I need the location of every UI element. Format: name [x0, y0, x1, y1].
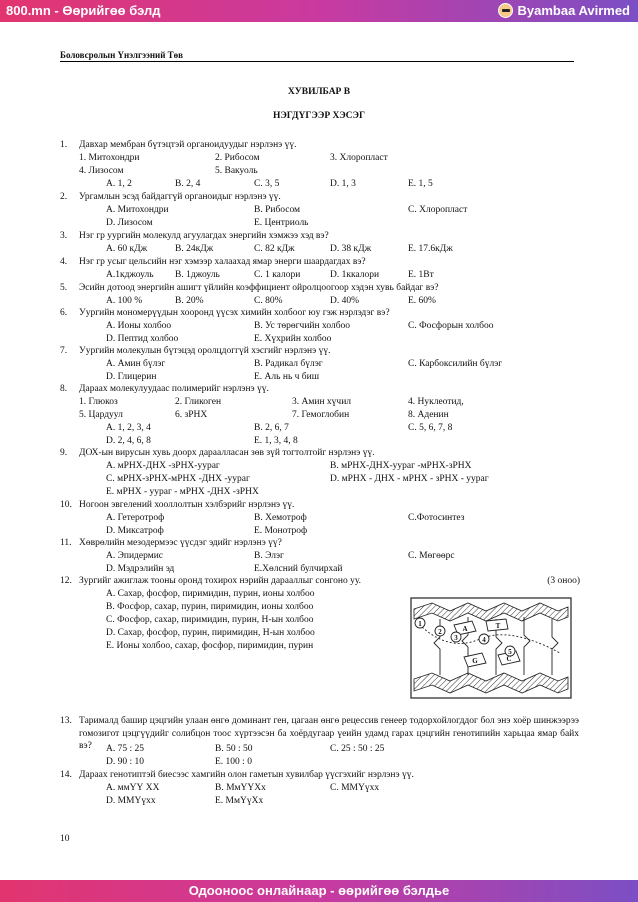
question-text: Уургийн молекулын бүтэцэд оролцдоггүй хэсгийг нэрлэнэ үү.	[79, 346, 331, 356]
question-number: 7.	[60, 346, 68, 356]
bottom-banner[interactable]: Одооноос онлайнаар - өөрийгөө бэлдье	[0, 880, 638, 902]
base-label-c: C	[506, 655, 512, 663]
answer-option[interactable]: C. Карбоксилийн бүлэг	[408, 359, 503, 369]
question-number: 13.	[60, 716, 72, 726]
number-label-2: 2	[438, 628, 442, 636]
answer-option[interactable]: C. 82 кДж	[254, 244, 295, 254]
number-label-1: 1	[418, 620, 422, 628]
answer-option[interactable]: E. 1, 5	[408, 179, 433, 189]
avatar-icon	[498, 3, 513, 18]
question-text: Дараах молекулуудаас полимерийг нэрлэнэ үү.	[79, 384, 269, 394]
list-item: 3. Амин хүчил	[292, 397, 352, 407]
answer-option[interactable]: E. Центриоль	[254, 218, 309, 228]
number-label-4: 4	[482, 636, 486, 644]
answer-option[interactable]: C. 80%	[254, 296, 283, 306]
answer-option[interactable]: B. 2, 4	[175, 179, 201, 189]
answer-option[interactable]: B. 2, 6, 7	[254, 423, 289, 433]
answer-option[interactable]: E. МмҮүХх	[215, 796, 264, 806]
base-label-g: G	[472, 657, 478, 665]
answer-option[interactable]: B. 1джоуль	[175, 270, 220, 280]
answer-option[interactable]: B. мРНХ-ДНХ-уураг -мРНХ-зРНХ	[330, 461, 472, 471]
answer-option[interactable]: C. ММҮүхх	[330, 783, 380, 793]
answer-option[interactable]: C. Мөгөөрс	[408, 551, 455, 561]
answer-option[interactable]: A.1кджоуль	[106, 270, 154, 280]
question-text: Ногоон эвгелений хооллолтын хэлбэрийг нэрлэнэ үү.	[79, 500, 295, 510]
answer-option[interactable]: B. Элэг	[254, 551, 284, 561]
question-number: 4.	[60, 257, 68, 267]
answer-option[interactable]: A. 75 : 25	[106, 744, 144, 754]
answer-option[interactable]: B. 20%	[175, 296, 204, 306]
answer-option[interactable]: B. 50 : 50	[215, 744, 253, 754]
list-item: 1. Глюкоз	[79, 397, 118, 407]
answer-option[interactable]: A. Ионы холбоо	[106, 321, 172, 331]
question-number: 3.	[60, 231, 68, 241]
answer-option[interactable]: C. 3, 5	[254, 179, 280, 189]
answer-option[interactable]: D. 40%	[330, 296, 360, 306]
answer-option[interactable]: D. 2, 4, 6, 8	[106, 436, 151, 446]
site-title[interactable]: 800.mn - Өөрийгөө бэлд	[6, 3, 161, 18]
answer-option[interactable]: E. Ионы холбоо, сахар, фосфор, пиримидин, пурин	[106, 641, 314, 651]
answer-option[interactable]: A. мРНХ-ДНХ -зРНХ-уураг	[106, 461, 220, 471]
answer-option[interactable]: C.Фотосинтез	[408, 513, 465, 523]
answer-option[interactable]: B. Ус төрөгчийн холбоо	[254, 321, 351, 331]
answer-option[interactable]: C. Хлоропласт	[408, 205, 468, 215]
answer-option[interactable]: C. Фосфор, сахар, пиримидин, пурин, Н-ын холбоо	[106, 615, 314, 625]
question-number: 9.	[60, 448, 68, 458]
list-item: 5. Цардуул	[79, 410, 123, 420]
base-label-a: A	[462, 625, 468, 633]
part-title: НЭГДҮГЭЭР ХЭСЭГ	[272, 111, 366, 121]
number-label-5: 5	[508, 648, 512, 656]
answer-option[interactable]: A. 1, 2	[106, 179, 132, 189]
question-text: ДОХ-ын вирусын хувь доорх дараалласан зөв зүй тогтолтойг нэрлэнэ үү.	[79, 448, 375, 458]
answer-option[interactable]: D. мРНХ - ДНХ - мРНХ - зРНХ - уураг	[330, 474, 489, 484]
question-number: 12.	[60, 576, 72, 586]
question-text: Зургийг ажиглаж тооны оронд тохирох нэрийн дарааллыг сонгоно уу.	[79, 576, 362, 586]
answer-option[interactable]: D. 1ккалори	[330, 270, 380, 280]
answer-option[interactable]: A. ммҮҮ ХХ	[106, 783, 160, 793]
answer-option[interactable]: D. Сахар, фосфор, пурин, пиримидин, Н-ын холбоо	[106, 628, 315, 638]
variant-title: ХУВИЛБАР B	[287, 87, 351, 97]
answer-option[interactable]: E. 1Вт	[408, 270, 434, 280]
question-text: Эсийн дотоод энергийн ашигт үйлийн коэффициент ойролцоогоор хэдэн хувь байдаг вэ?	[79, 283, 439, 293]
question-text: Хөврөлийн мезодермээс үүсдэг эдийг нэрлэнэ үү?	[79, 538, 282, 548]
page-number: 10	[60, 834, 70, 844]
answer-option[interactable]: D. 1, 3	[330, 179, 356, 189]
question-text: Уургийн мономерүүдын хооронд үүсэх химийн холбоог юу гэж нэрлэдэг вэ?	[79, 308, 390, 318]
answer-option[interactable]: E. Монотроф	[254, 526, 308, 536]
dna-diagram	[410, 597, 572, 699]
header-divider	[60, 61, 574, 62]
answer-option[interactable]: D. ММҮүхх	[106, 796, 156, 806]
list-item: 5. Вакуоль	[215, 166, 258, 176]
list-item: 2. Рибосом	[215, 153, 260, 163]
answer-option[interactable]: D. Миксатроф	[106, 526, 164, 536]
answer-option[interactable]: C. мРНХ-зРНХ-мРНХ -ДНХ -уураг	[106, 474, 250, 484]
number-label-3: 3	[454, 634, 458, 642]
answer-option[interactable]: B. Фосфор, сахар, пурин, пиримидин, ионы холбоо	[106, 602, 314, 612]
answer-option[interactable]: E.Хөлсний булчирхай	[254, 564, 343, 574]
answer-option[interactable]: D. 90 : 10	[106, 757, 144, 767]
question-number: 2.	[60, 192, 68, 202]
answer-option[interactable]: B. Рибосом	[254, 205, 301, 215]
top-banner	[0, 0, 638, 22]
list-item: 4. Лизосом	[79, 166, 124, 176]
answer-option[interactable]: B. 24кДж	[175, 244, 214, 254]
list-item: 2. Гликоген	[175, 397, 222, 407]
answer-option[interactable]: C. 25 : 50 : 25	[330, 744, 385, 754]
question-number: 5.	[60, 283, 68, 293]
answer-option[interactable]: A. Амин бүлэг	[106, 359, 166, 369]
answer-option[interactable]: D. Глицерин	[106, 372, 157, 382]
answer-option[interactable]: A. Митохондри	[106, 205, 169, 215]
answer-option[interactable]: C. 5, 6, 7, 8	[408, 423, 453, 433]
answer-option[interactable]: B. Хемотроф	[254, 513, 307, 523]
answer-option[interactable]: E. 60%	[408, 296, 436, 306]
question-number: 8.	[60, 384, 68, 394]
answer-option[interactable]: B. Радикал бүлэг	[254, 359, 323, 369]
answer-option[interactable]: C. Фосфорын холбоо	[408, 321, 494, 331]
answer-option[interactable]: D. Мэдрэлийн эд	[106, 564, 175, 574]
list-item: 1. Митохондри	[79, 153, 140, 163]
list-item: 4. Нуклеотид,	[408, 397, 464, 407]
answer-option[interactable]: A. Сахар, фосфор, пиримидин, пурин, ионы холбоо	[106, 589, 315, 599]
question-text: Нэг гр уургийн молекулд агуулагдах энергийн хэмжээ хэд вэ?	[79, 231, 329, 241]
question-number: 1.	[60, 140, 68, 150]
question-number: 6.	[60, 308, 68, 318]
base-label-t: T	[495, 622, 501, 630]
list-item: 3. Хлоропласт	[330, 153, 388, 163]
answer-option[interactable]: A. Эпидермис	[106, 551, 164, 561]
question-text: Нэг гр усыг цельсийн нэг хэмээр халаахад ямар энерги шаардагдах вэ?	[79, 257, 366, 267]
answer-option[interactable]: A. 60 кДж	[106, 244, 148, 254]
answer-option[interactable]: E. 100 : 0	[215, 757, 252, 767]
page-header: Боловсролын Үнэлгээний Төв	[60, 50, 184, 60]
author-name: Byambaa Avirmed	[517, 3, 630, 18]
answer-option[interactable]: E. 1, 3, 4, 8	[254, 436, 298, 446]
question-number: 10.	[60, 500, 72, 510]
question-text: Тарималд башир цэцгийн улаан өнгө доминант ген, цагаан өнгө рецессив генеер тодорхойлогддог бол энэ хоёр шинжээрээ гомозигот цэцгүүдийг солибцон тоос хүртээсэн ба хоёрдугаар үеийн удамд гарах цэцгийн генотипийн харьцаа ямар байх вэ?	[79, 716, 579, 752]
question-text: Ургамлын эсэд байдаггүй органоидыг нэрлэнэ үү.	[79, 192, 281, 202]
list-item: 8. Аденин	[408, 410, 449, 420]
answer-option[interactable]: D. Лизосом	[106, 218, 153, 228]
question-number: 11.	[60, 538, 72, 548]
answer-option[interactable]: E. 17.6кДж	[408, 244, 453, 254]
answer-option[interactable]: C. 1 калори	[254, 270, 301, 280]
answer-option[interactable]: A. Гетеротроф	[106, 513, 165, 523]
question-text: Давхар мембран бүтэцтэй органоидуудыг нэрлэнэ үү.	[79, 140, 297, 150]
answer-option[interactable]: D. 38 кДж	[330, 244, 372, 254]
author-badge[interactable]	[498, 3, 630, 18]
answer-option[interactable]: A. 1, 2, 3, 4	[106, 423, 151, 433]
question-number: 14.	[60, 770, 72, 780]
answer-option[interactable]: E. мРНХ - уураг - мРНХ -ДНХ -зРНХ	[106, 487, 259, 497]
list-item: 7. Гемоглобин	[292, 410, 350, 420]
answer-option[interactable]: D. Пептид холбоо	[106, 334, 179, 344]
answer-option[interactable]: A. 100 %	[106, 296, 143, 306]
answer-option[interactable]: E. Аль нь ч биш	[254, 372, 320, 382]
answer-option[interactable]: E. Хүхрийн холбоо	[254, 334, 332, 344]
score-label: (3 оноо)	[547, 576, 580, 586]
question-text: Дараах генотиптэй биесээс хамгийн олон гаметын хувилбар үүсгэхийг нэрлэнэ үү.	[79, 770, 414, 780]
answer-option[interactable]: B. МмҮҮХх	[215, 783, 266, 793]
list-item: 6. зРНХ	[175, 410, 208, 420]
